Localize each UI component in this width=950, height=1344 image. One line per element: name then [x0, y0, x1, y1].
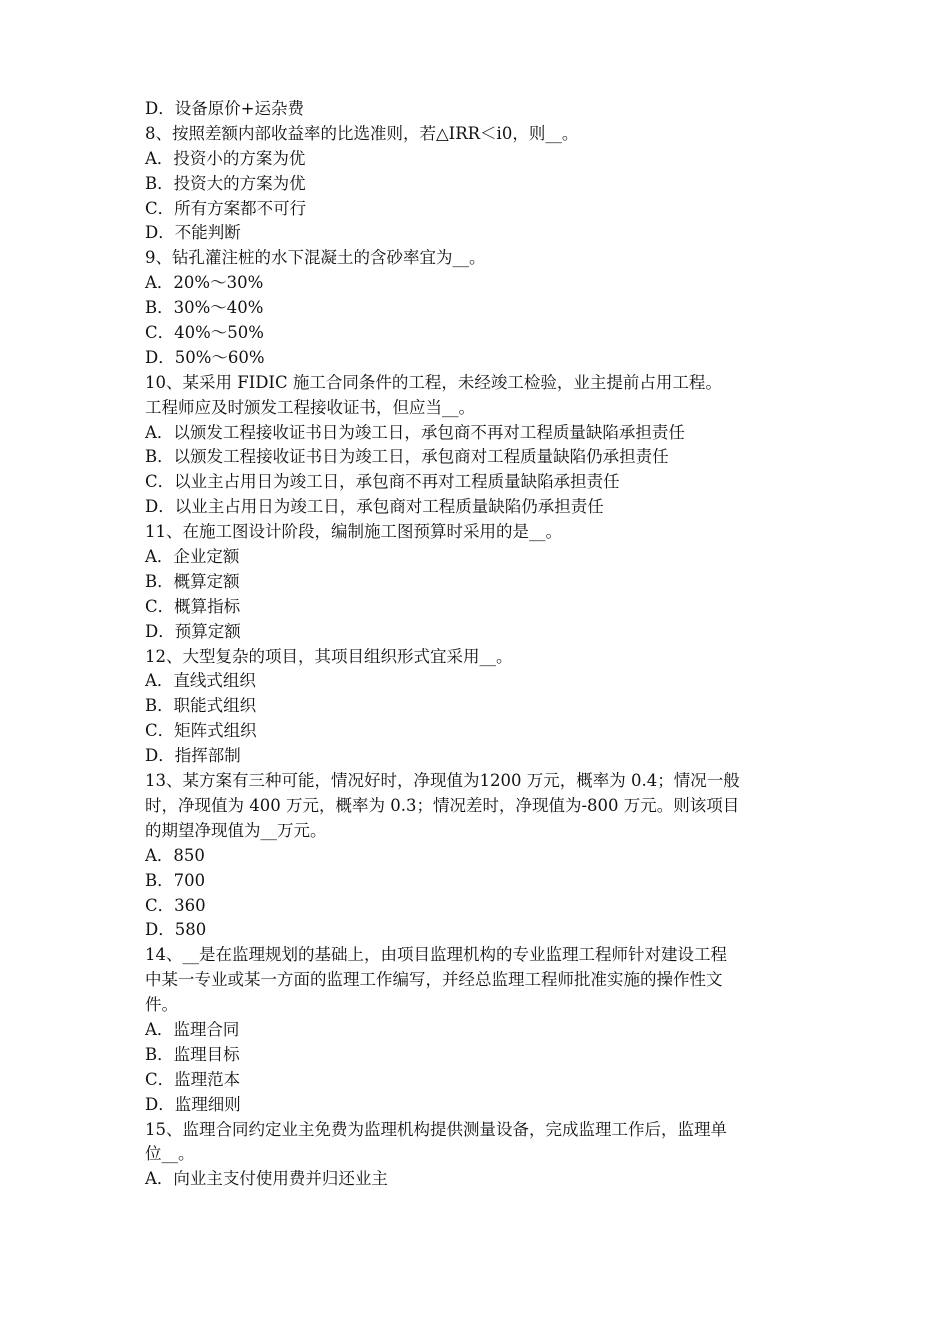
text-line: A．企业定额: [145, 547, 240, 567]
text-line: D．不能判断: [145, 223, 241, 243]
text-line: A．向业主支付使用费并归还业主: [145, 1169, 388, 1189]
document-body: [145, 97, 810, 1192]
text-line: 13、某方案有三种可能，情况好时，净现值为1200 万元，概率为 0.4；情况一般: [145, 771, 740, 791]
text-line: 工程师应及时颁发工程接收证书，但应当__。: [145, 397, 475, 417]
text-line: 15、监理合同约定业主免费为监理机构提供测量设备，完成监理工作后，监理单: [145, 1119, 727, 1139]
text-line: A．监理合同: [145, 1019, 240, 1039]
text-line: A．以颁发工程接收证书日为竣工日，承包商不再对工程质量缺陷承担责任: [145, 422, 685, 442]
text-line: C．40%～50%: [145, 323, 264, 343]
text-line: B．以颁发工程接收证书日为竣工日，承包商对工程质量缺陷仍承担责任: [145, 447, 669, 467]
text-line: 9、钻孔灌注桩的水下混凝土的含砂率宜为__。: [145, 248, 486, 268]
text-line: 11、在施工图设计阶段，编制施工图预算时采用的是__。: [145, 522, 562, 542]
text-line: B．概算定额: [145, 571, 240, 591]
text-line: B．30%～40%: [145, 298, 264, 318]
text-line: D．580: [145, 920, 207, 940]
text-line: D．设备原价+运杂费: [145, 99, 305, 118]
text-line: C．监理范本: [145, 1069, 241, 1089]
text-line: A．直线式组织: [145, 671, 256, 691]
text-line: C．以业主占用日为竣工日，承包商不再对工程质量缺陷承担责任: [145, 472, 620, 492]
text-line: C．所有方案都不可行: [145, 198, 307, 218]
text-line: A．20%～30%: [145, 273, 264, 293]
text-line: B．监理目标: [145, 1044, 240, 1064]
text-line: D．50%～60%: [145, 347, 265, 367]
text-line: B．投资大的方案为优: [145, 173, 306, 193]
text-line: C．概算指标: [145, 596, 241, 616]
text-line: 8、按照差额内部收益率的比选准则，若△IRR＜i0，则__。: [145, 123, 579, 143]
text-line: B．职能式组织: [145, 696, 257, 716]
text-line: 的期望净现值为__万元。: [145, 820, 327, 840]
text-line: 10、某采用 FIDIC 施工合同条件的工程，未经竣工检验，业主提前占用工程。: [145, 372, 722, 392]
text-line: B．700: [145, 870, 206, 890]
text-line: 12、大型复杂的项目，其项目组织形式宜采用__。: [145, 646, 513, 666]
text-line: 14、__是在监理规划的基础上，由项目监理机构的专业监理工程师针对建设工程: [145, 945, 727, 965]
text-line: D．指挥部制: [145, 746, 241, 766]
text-line: A．850: [145, 845, 205, 865]
text-line: A．投资小的方案为优: [145, 148, 306, 168]
text-line: C．360: [145, 895, 206, 915]
text-line: 位__。: [145, 1144, 195, 1164]
text-line: 件。: [145, 995, 178, 1015]
text-line: D．以业主占用日为竣工日，承包商对工程质量缺陷仍承担责任: [145, 497, 604, 517]
text-line: 中某一专业或某一方面的监理工作编写，并经总监理工程师批准实施的操作性文: [145, 970, 723, 990]
text-line: C．矩阵式组织: [145, 721, 257, 741]
text-line: D．监理细则: [145, 1094, 241, 1114]
text-line: 时，净现值为 400 万元，概率为 0.3；情况差时，净现值为-800 万元。则该项目: [145, 795, 740, 815]
text-line: D．预算定额: [145, 621, 241, 641]
